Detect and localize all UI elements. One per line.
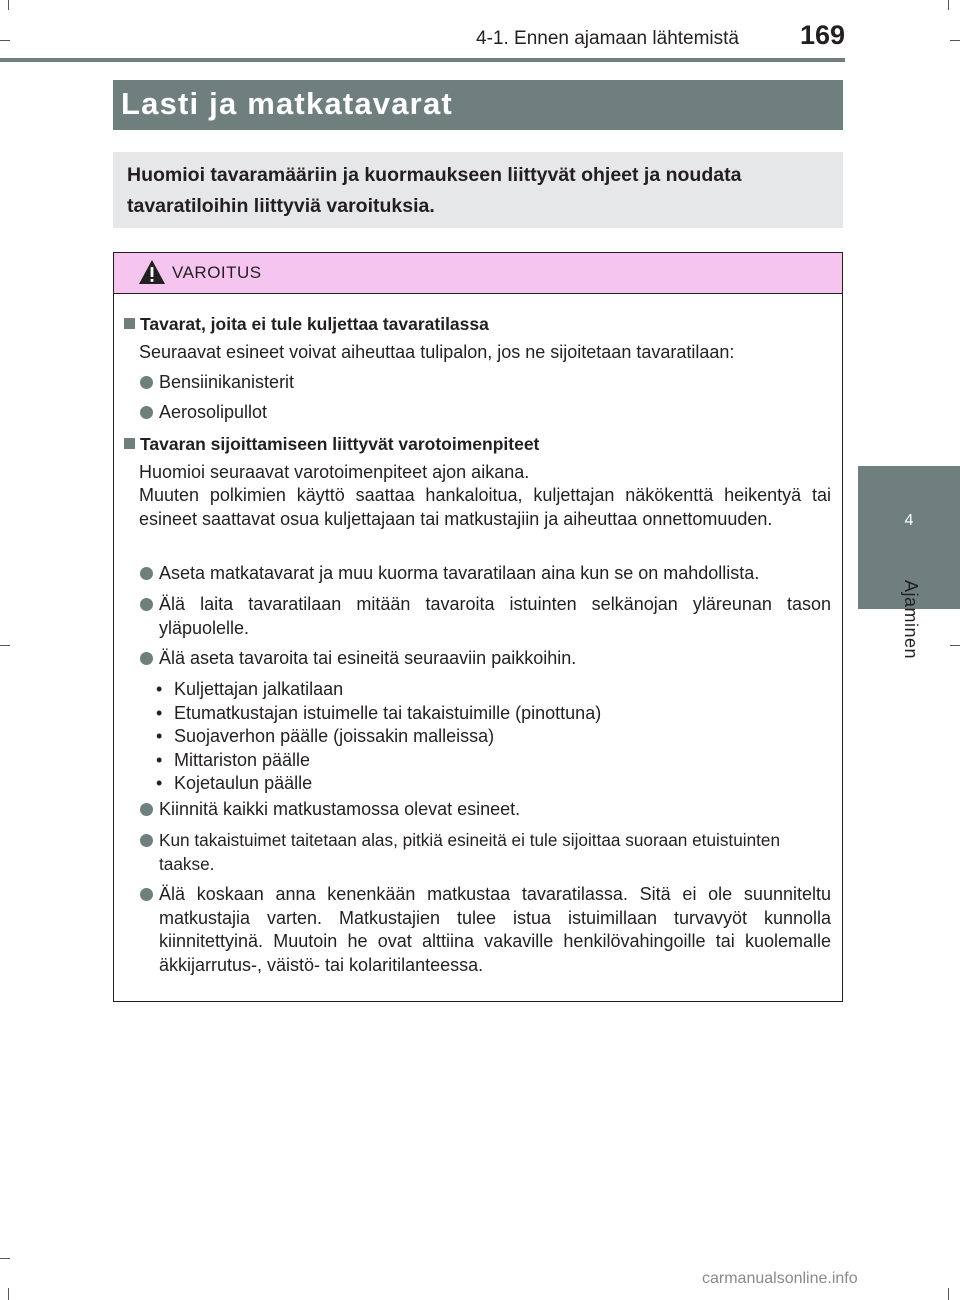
list-item [139, 647, 831, 671]
section-heading [124, 434, 539, 455]
round-bullet-icon [140, 803, 153, 816]
page-title-bar [113, 80, 843, 130]
list-item-text: Kun takaistuimet taitetaan alas, pitkiä esineitä ei tule sijoittaa suoraan etuistuinten taakse. [159, 830, 781, 874]
section-text: Huomioi seuraavat varotoimenpiteet ajon aikana. [139, 462, 530, 482]
round-bullet-icon [140, 834, 153, 847]
round-bullet-icon [140, 598, 153, 611]
warning-triangle-icon [138, 259, 166, 285]
sub-list-item: • Kuljettajan jalkatilaan [156, 678, 816, 702]
warning-title: VAROITUS [172, 263, 262, 282]
crop-mark [8, 1288, 9, 1300]
list-item [139, 562, 831, 586]
crop-mark [948, 0, 949, 10]
header-section-title: 4-1. Ennen ajamaan lähtemistä [476, 28, 739, 49]
round-bullet-icon [140, 888, 153, 901]
list-item-text: Aerosolipullot [159, 402, 268, 422]
crop-mark [0, 1258, 10, 1259]
sub-list-item: • Etumatkustajan istuimelle tai takaistuimille (pinottuna) [156, 702, 816, 726]
sub-list-item: • Mittariston päälle [156, 749, 816, 773]
crop-mark [0, 645, 10, 646]
crop-mark [950, 645, 960, 646]
square-bullet-icon [124, 438, 135, 449]
warning-box [113, 252, 843, 1002]
chapter-label: Ajaminen [901, 580, 921, 660]
list-item-text: Älä aseta tavaroita tai esineitä seuraaviin paikkoihin. [159, 648, 577, 668]
list-item [139, 883, 831, 977]
list-item-text: Aseta matkatavarat ja muu kuorma tavaratilaan aina kun se on mahdollista. [159, 563, 760, 583]
warning-body [114, 294, 842, 999]
list-item [139, 593, 831, 640]
section-title: Tavaran sijoittamiseen liittyvät varotoimenpiteet [140, 434, 540, 454]
crop-mark [948, 1288, 949, 1300]
round-bullet-icon [140, 376, 153, 389]
round-bullet-icon [140, 652, 153, 665]
sub-list-item: • Suojaverhon päälle (joissakin malleissa) [156, 725, 816, 749]
page-title: Lasti ja matkatavarat [121, 86, 453, 121]
round-bullet-icon [140, 406, 153, 419]
crop-mark [950, 40, 960, 41]
list-item-text: Kiinnitä kaikki matkustamossa olevat esineet. [159, 799, 521, 819]
section-text: Seuraavat esineet voivat aiheuttaa tulipalon, jos ne sijoitetaan tavaratilaan: [139, 342, 735, 362]
list-item-text: Älä koskaan anna kenenkään matkustaa tavaratilassa. Sitä ei ole suunniteltu matkustajia varten. Matkustajien tulee istua istuimillaan turvavyöt kunnolla kiinnitettyinä. Muutoin he ovat alttiina vakaville henkilövahingoille tai kuolemalle äkkijarrutus-, väistö- tai kolaritilanteessa. [159, 884, 831, 975]
sub-list [156, 678, 816, 796]
round-bullet-icon [140, 567, 153, 580]
crop-mark [8, 0, 9, 10]
list-item-text: Bensiinikanisterit [159, 372, 295, 392]
intro-box [113, 152, 843, 228]
crop-mark [0, 40, 10, 41]
section-title: Tavarat, joita ei tule kuljettaa tavaratilassa [140, 314, 489, 334]
intro-text: Huomioi tavaramääriin ja kuormaukseen liittyvät ohjeet ja noudata tavaratiloihin liittyviä varoituksia. [127, 164, 742, 217]
page-number: 169 [800, 20, 846, 50]
chapter-number: 4 [904, 512, 914, 529]
list-item [139, 401, 831, 425]
list-item-text: Älä laita tavaratilaan mitään tavaroita istuinten selkänojan yläreunan tason yläpuolelle. [159, 594, 831, 638]
list-item [139, 829, 831, 876]
header-rule [0, 58, 845, 62]
square-bullet-icon [124, 318, 135, 329]
watermark: carmanualsonline.info [702, 1270, 858, 1287]
list-item [139, 371, 831, 395]
section-heading [124, 314, 489, 335]
sub-list-item: • Kojetaulun päälle [156, 772, 816, 796]
list-item [139, 798, 831, 822]
section-text: Muuten polkimien käyttö saattaa hankaloitua, kuljettajan näkökenttä heikentyä tai esineet saattavat osua kuljettajaan tai matkustajiin ja aiheuttaa onnettomuuden. [139, 485, 831, 529]
warning-header [114, 253, 842, 294]
